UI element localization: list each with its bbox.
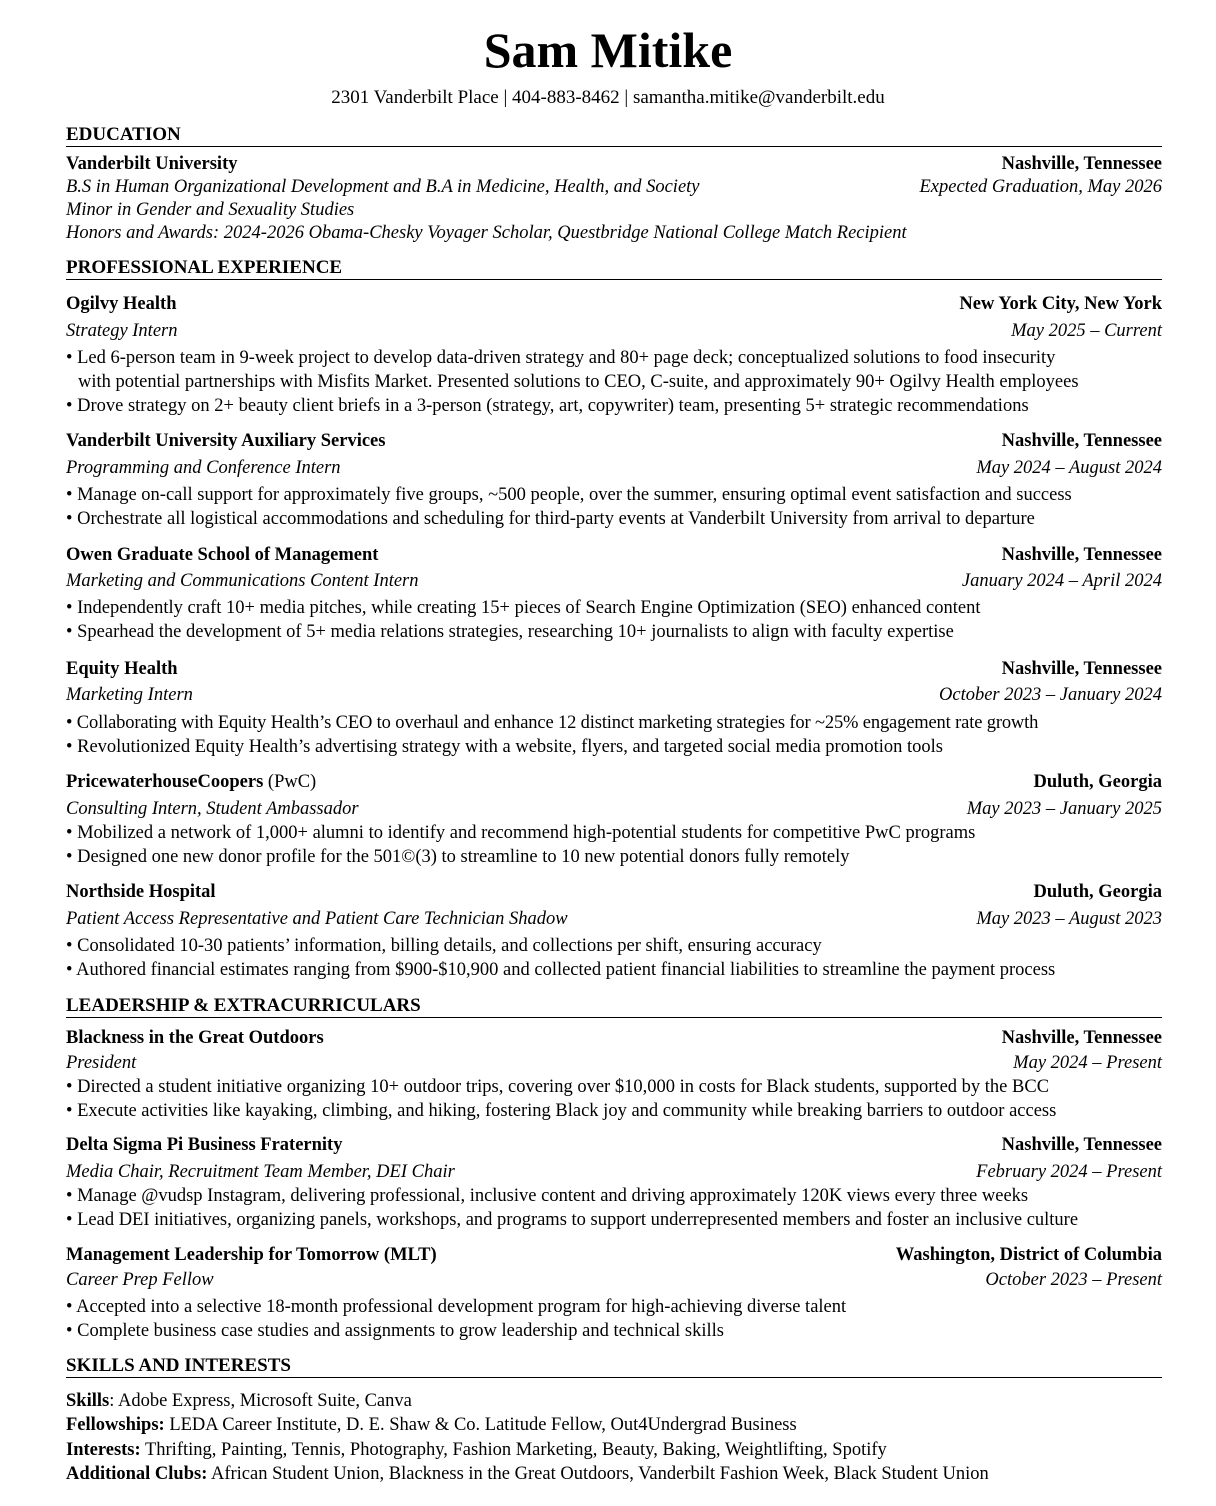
job-header <box>66 544 1162 566</box>
section-heading-skills: SKILLS AND INTERESTS <box>66 1355 1162 1378</box>
interests-line <box>66 1438 1176 1462</box>
job-role-row <box>66 457 1162 479</box>
leadership-header <box>66 1027 1162 1049</box>
job-role: Patient Access Representative and Patient Care Technician Shadow <box>66 909 568 929</box>
job-role: Marketing Intern <box>66 685 193 705</box>
job-location: Duluth, Georgia <box>1033 772 1162 792</box>
education-header <box>66 153 1162 175</box>
job-header <box>66 293 1162 315</box>
leadership-location: Washington, District of Columbia <box>895 1245 1162 1265</box>
job-dates: May 2023 – January 2025 <box>966 799 1162 819</box>
job-org-suffix: (PwC) <box>263 772 317 792</box>
job-bullet: • Revolutionized Equity Health’s advertising strategy with a website, flyers, and targeted social media promotion tools <box>66 737 943 757</box>
job-bullet: • Authored financial estimates ranging from $900-$10,900 and collected patient financial liabilities to streamline the payment process <box>66 960 1056 980</box>
honors: Honors and Awards: 2024-2026 Obama-Chesky Voyager Scholar, Questbridge National College Match Recipient <box>66 223 907 243</box>
job-dates: May 2023 – August 2023 <box>976 909 1162 929</box>
leadership-role-row <box>66 1052 1162 1074</box>
graduation-date: Expected Graduation, May 2026 <box>919 177 1162 197</box>
section-heading-education: EDUCATION <box>66 124 1162 147</box>
job-bullet: • Drove strategy on 2+ beauty client briefs in a 3-person (strategy, art, copywriter) team, presenting 5+ strategic recommendations <box>66 396 1029 416</box>
degree: B.S in Human Organizational Development and B.A in Medicine, Health, and Society <box>66 177 700 197</box>
skills-text: Adobe Express, Microsoft Suite, Canva <box>117 1391 412 1411</box>
job-role: Strategy Intern <box>66 321 178 341</box>
job-dates: May 2024 – August 2024 <box>976 458 1162 478</box>
job-bullet: • Independently craft 10+ media pitches, while creating 15+ pieces of Search Engine Optimization (SEO) enhanced content <box>66 598 981 618</box>
contact-line: 2301 Vanderbilt Place | 404-883-8462 | samantha.mitike@vanderbilt.edu <box>331 87 885 108</box>
job-bullet: • Consolidated 10-30 patients’ information, billing details, and collections per shift, ensuring accuracy <box>66 936 822 956</box>
interests-text: Thrifting, Painting, Tennis, Photography, Fashion Marketing, Beauty, Baking, Weightlifting, Spotify <box>144 1440 887 1460</box>
job-bullet: • Orchestrate all logistical accommodations and scheduling for third-party events at Vanderbilt University from arrival to departure <box>66 509 1035 529</box>
school-name: Vanderbilt University <box>66 154 238 174</box>
job-location: Nashville, Tennessee <box>1001 659 1162 679</box>
job-org: Ogilvy Health <box>66 294 177 314</box>
bullet-text: • Led 6-person team in 9-week project to develop data-driven strategy and 80+ page deck; conceptualized solutions to food insecurity <box>66 348 1056 368</box>
leadership-role: Career Prep Fellow <box>66 1270 214 1290</box>
leadership-header <box>66 1134 1162 1156</box>
school-location: Nashville, Tennessee <box>1001 154 1162 174</box>
fellowships-label: Fellowships: <box>66 1415 165 1435</box>
degree-row <box>66 176 1162 198</box>
section-heading-leadership: LEADERSHIP & EXTRACURRICULARS <box>66 995 1162 1018</box>
job-location: Nashville, Tennessee <box>1001 431 1162 451</box>
job-role-row <box>66 570 1162 592</box>
skills-label: Skills <box>66 1391 110 1411</box>
job-dates: October 2023 – January 2024 <box>939 685 1162 705</box>
job-bullet: • Designed one new donor profile for the 501©(3) to streamline to 10 new potential donors fully remotely <box>66 847 850 867</box>
leadership-bullet: • Manage @vudsp Instagram, delivering professional, inclusive content and driving approximately 120K views every three weeks <box>66 1186 1029 1206</box>
resume-name: Sam Mitike <box>483 22 733 78</box>
leadership-header <box>66 1244 1162 1266</box>
leadership-role-row <box>66 1161 1162 1183</box>
leadership-org: Blackness in the Great Outdoors <box>66 1028 324 1048</box>
job-location: Nashville, Tennessee <box>1001 545 1162 565</box>
leadership-org: Management Leadership for Tomorrow (MLT) <box>66 1245 437 1265</box>
job-org: PricewaterhouseCoopers <box>66 772 264 792</box>
bullet-text-continued: with potential partnerships with Misfits Market. Presented solutions to CEO, C-suite, and approximately 90+ Ogilvy Health employees <box>78 372 1079 392</box>
section-heading-experience: PROFESSIONAL EXPERIENCE <box>66 257 1162 280</box>
leadership-bullet: • Accepted into a selective 18-month professional development program for high-achieving diverse talent <box>66 1297 847 1317</box>
job-org: Vanderbilt University Auxiliary Services <box>66 431 386 451</box>
job-role: Consulting Intern, Student Ambassador <box>66 799 359 819</box>
clubs-text: African Student Union, Blackness in the Great Outdoors, Vanderbilt Fashion Week, Black Student Union <box>210 1464 989 1484</box>
job-role: Programming and Conference Intern <box>66 458 341 478</box>
job-header <box>66 771 1162 793</box>
leadership-role: President <box>66 1053 137 1073</box>
leadership-dates: February 2024 – Present <box>976 1162 1162 1182</box>
leadership-role: Media Chair, Recruitment Team Member, DEI Chair <box>66 1162 455 1182</box>
job-location: Duluth, Georgia <box>1033 882 1162 902</box>
job-org: Equity Health <box>66 659 178 679</box>
job-bullet: • Manage on-call support for approximately five groups, ~500 people, over the summer, ensuring optimal event satisfaction and success <box>66 485 1072 505</box>
job-role-row <box>66 320 1162 342</box>
leadership-location: Nashville, Tennessee <box>1001 1028 1162 1048</box>
job-role-row <box>66 684 1162 706</box>
job-header <box>66 881 1162 903</box>
job-role: Marketing and Communications Content Intern <box>66 571 419 591</box>
job-bullet <box>66 346 1176 394</box>
fellowships-text: LEDA Career Institute, D. E. Shaw & Co. Latitude Fellow, Out4Undergrad Business <box>169 1415 797 1435</box>
job-header <box>66 658 1162 680</box>
minor-row <box>66 199 1162 221</box>
leadership-role-row <box>66 1269 1162 1291</box>
skills-line <box>66 1389 1176 1413</box>
clubs-line <box>66 1462 1176 1486</box>
leadership-bullet: • Execute activities like kayaking, climbing, and hiking, fostering Black joy and community while breaking barriers to outdoor access <box>66 1101 1057 1121</box>
job-role-row <box>66 908 1162 930</box>
job-org: Northside Hospital <box>66 882 216 902</box>
job-org-group <box>66 771 316 793</box>
job-dates: January 2024 – April 2024 <box>961 571 1162 591</box>
leadership-org: Delta Sigma Pi Business Fraternity <box>66 1135 343 1155</box>
interests-label: Interests: <box>66 1440 141 1460</box>
leadership-dates: May 2024 – Present <box>1013 1053 1162 1073</box>
leadership-bullet: • Lead DEI initiatives, organizing panels, workshops, and programs to support underrepresented members and foster an inclusive culture <box>66 1210 1079 1230</box>
fellowships-line <box>66 1413 1176 1437</box>
leadership-bullet: • Directed a student initiative organizing 10+ outdoor trips, covering over $10,000 in costs for Black students, supported by the BCC <box>66 1077 1050 1097</box>
job-bullet: • Mobilized a network of 1,000+ alumni to identify and recommend high-potential students for competitive PwC programs <box>66 823 976 843</box>
job-dates: May 2025 – Current <box>1011 321 1162 341</box>
minor: Minor in Gender and Sexuality Studies <box>66 200 355 220</box>
job-header <box>66 430 1162 452</box>
clubs-label: Additional Clubs: <box>66 1464 208 1484</box>
job-location: New York City, New York <box>959 294 1162 314</box>
leadership-dates: October 2023 – Present <box>985 1270 1162 1290</box>
job-bullet: • Spearhead the development of 5+ media relations strategies, researching 10+ journalists to align with faculty expertise <box>66 622 954 642</box>
leadership-bullet: • Complete business case studies and assignments to grow leadership and technical skills <box>66 1321 724 1341</box>
job-bullet: • Collaborating with Equity Health’s CEO to overhaul and enhance 12 distinct marketing strategies for ~25% engagement rate growth <box>66 713 1039 733</box>
leadership-location: Nashville, Tennessee <box>1001 1135 1162 1155</box>
job-org: Owen Graduate School of Management <box>66 545 379 565</box>
job-role-row <box>66 798 1162 820</box>
honors-row <box>66 222 1162 244</box>
skills-separator: : <box>109 1391 118 1411</box>
